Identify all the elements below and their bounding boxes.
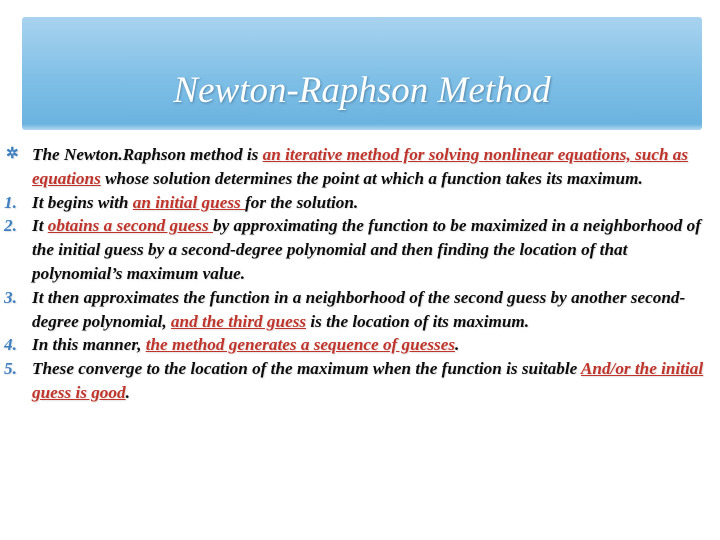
highlighted-phrase: And/or the initial guess is good	[32, 359, 704, 402]
highlighted-phrase: obtains a second guess	[47, 216, 213, 236]
highlighted-phrase: and the third guess	[170, 311, 307, 331]
text-run: The Newton.Raphson method is	[32, 145, 263, 164]
highlighted-phrase: the method generates a sequence of guesses	[145, 335, 456, 355]
list-item-5	[4, 357, 718, 405]
list-item-3	[4, 286, 718, 334]
highlighted-phrase: an initial guess	[132, 192, 246, 212]
text-run: It	[32, 216, 48, 236]
text-run: by approximating the function to be maximized in a neighborhood of the initial guess by a second-degree polynomial and then finding the location of that polynomial’s maximum value.	[32, 216, 701, 283]
text-run: whose solution determines the point at which a function takes its maximum.	[100, 168, 643, 188]
list-item-2	[4, 214, 718, 285]
slide-title: Newton-Raphson Method	[173, 70, 551, 111]
list-number: 1.	[4, 192, 17, 212]
item-text	[32, 193, 358, 212]
item-text	[32, 216, 701, 283]
title-band	[22, 17, 702, 130]
highlighted-phrase: an iterative method for solving nonlinear equations, such as equations	[32, 145, 689, 188]
list-item-4	[4, 333, 718, 357]
item-text	[32, 145, 688, 188]
text-run: These converge to the location of the maximum when the function is suitable	[32, 359, 581, 379]
text-run: .	[455, 335, 460, 355]
list-number: 5.	[4, 359, 17, 379]
list-number: 4.	[4, 335, 17, 355]
list-number: 3.	[4, 287, 17, 307]
text-run: In this manner,	[32, 335, 146, 355]
item-text	[32, 359, 703, 402]
slide-content	[4, 143, 718, 405]
list-item-1	[4, 191, 718, 215]
list-number: 2.	[4, 216, 17, 236]
text-run: It begins with	[32, 192, 133, 212]
item-text	[32, 335, 459, 354]
text-run: It then approximates the function in a neighborhood of the second guess by another second-degree polynomial,	[32, 287, 686, 331]
text-run: .	[125, 382, 130, 402]
text-run: is the location of its maximum.	[306, 311, 530, 331]
list-item-intro	[4, 143, 718, 191]
text-run: for the solution.	[245, 192, 359, 212]
item-text	[32, 288, 685, 331]
star-bullet-icon: ✲	[6, 146, 19, 162]
